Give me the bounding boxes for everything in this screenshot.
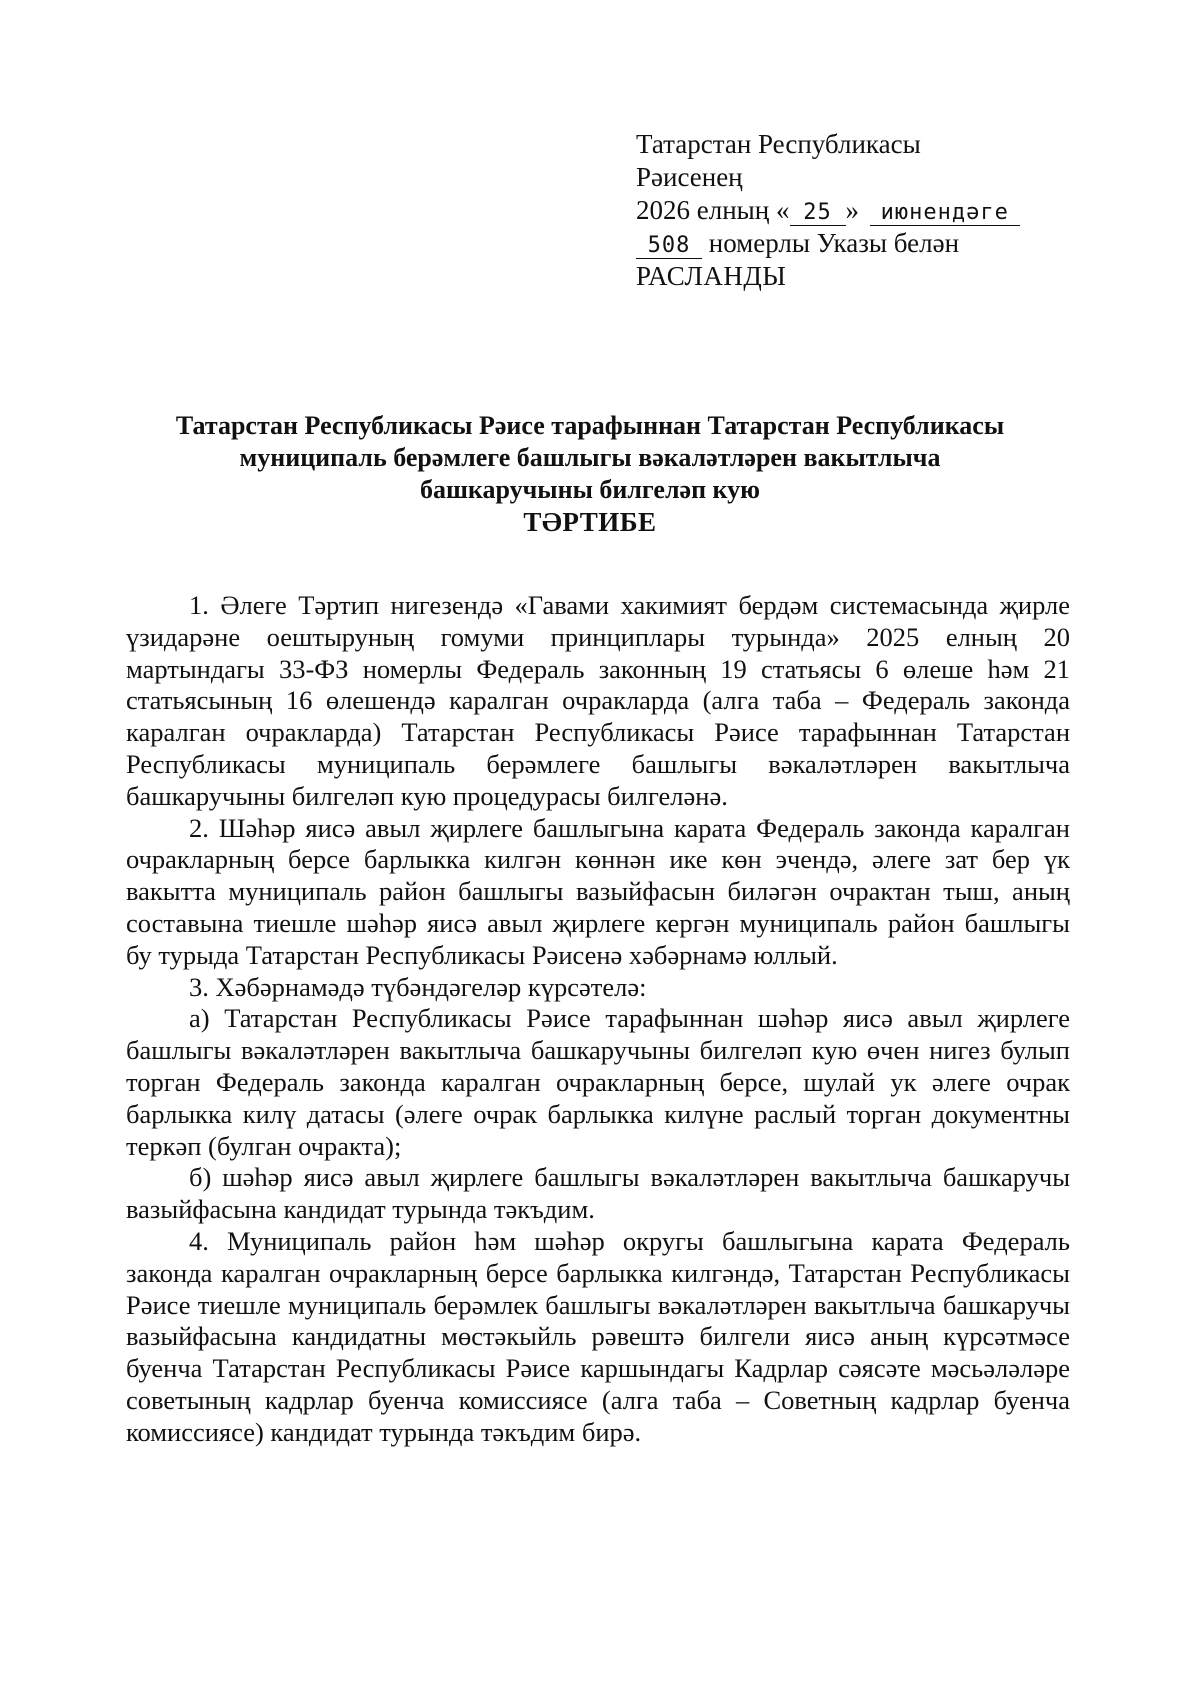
approval-day: 25 <box>790 201 846 226</box>
approval-year: 2026 елның « <box>636 195 790 225</box>
title-line-2: муниципаль берәмлеге башлыгы вәкаләтләрен вакытлыча <box>239 443 941 472</box>
title-line-3: башкаручыны билгеләп кую <box>419 475 761 504</box>
document-title <box>110 410 1070 538</box>
title-line-1: Татарстан Республикасы Рәисе тарафыннан Татарстан Республикасы <box>175 411 1005 440</box>
approval-decree-line <box>636 227 1096 260</box>
paragraph-4: 4. Муниципаль район һәм шәһәр округы башлыгына карата Федераль законда каралган очракларның берсе барлыкка килгәндә, Татарстан Республикасы Рәисе тиешле муниципаль берәмлек башлыгы вәкаләтләрен вакытлыча башкаручы вазыйфасына кандидатны мөстәкыйль рәвештә билгели яисә аның күрсәтмәсе буенча Татарстан Республикасы Рәисе каршындагы Кадрлар сәясәте мәсьәләләре советының кадрлар буенча комиссиясе (алга таба – Советның кадрлар буенча комиссиясе) кандидат турында тәкъдим бирә. <box>126 1225 1070 1447</box>
paragraph-3a: а) Татарстан Республикасы Рәисе тарафыннан шәһәр яисә авыл җирлеге башлыгы вәкаләтләрен вакытлыча башкаручыны билгеләп кую өчен нигез булып торган Федераль законда каралган очракларның берсе, шулай ук әлеге очрак барлыкка килү датасы (әлеге очрак барлыкка килүне раслый торган документны теркәп (булган очракта); <box>126 1003 1070 1161</box>
paragraph-1: 1. Әлеге Тәртип нигезендә «Гавами хакимият бердәм системасында җирле үзидарәне оештыруның гомуми принциплары турында» 2025 елның 20 мартындагы 33-ФЗ номерлы Федераль законның 19 статьясы 6 өлеше һәм 21 статьясының 16 өлешендә каралган очракларда (алга таба – Федераль законда каралган очракларда) Татарстан Республикасы Рәисе тарафыннан Татарстан Республикасы муниципаль берәмлеге башлыгы вәкаләтләрен вакытлыча башкаручыны билгеләп кую процедурасы билгеләнә. <box>126 590 1070 811</box>
approval-month: июнендәге <box>870 201 1020 226</box>
paragraph-2: 2. Шәһәр яисә авыл җирлеге башлыгына карата Федераль законда каралган очракларның берсе барлыкка килгән көннән ике көн эчендә, әлеге зат бер үк вакытта муниципаль район башлыгы вазыйфасын биләгән очрактан тыш, аның составына тиешле шәһәр яисә авыл җирлеге кергән муниципаль район башлыгы бу турыда Татарстан Республикасы Рәисенә хәбәрнамә юллый. <box>126 812 1070 970</box>
approval-stamp <box>636 128 1096 293</box>
approval-day-suffix: » <box>845 195 859 225</box>
title-heading: ТӘРТИБЕ <box>523 507 657 537</box>
approved-label: РАСЛАНДЫ <box>636 261 787 291</box>
paragraph-3: 3. Хәбәрнамәдә түбәндәгеләр күрсәтелә: <box>189 971 647 1002</box>
paragraph-3b: б) шәһәр яисә авыл җирлеге башлыгы вәкаләтләрен вакытлыча башкаручы вазыйфасына кандидат турында тәкъдим. <box>126 1162 1070 1225</box>
approval-line-republic: Татарстан Республикасы <box>636 129 921 159</box>
approval-line-head: Рәисенең <box>636 162 743 192</box>
decree-number: 508 <box>636 234 702 259</box>
document-body <box>126 590 1070 1449</box>
decree-suffix: номерлы Указы белән <box>708 228 960 258</box>
approval-date-line <box>636 194 1096 227</box>
